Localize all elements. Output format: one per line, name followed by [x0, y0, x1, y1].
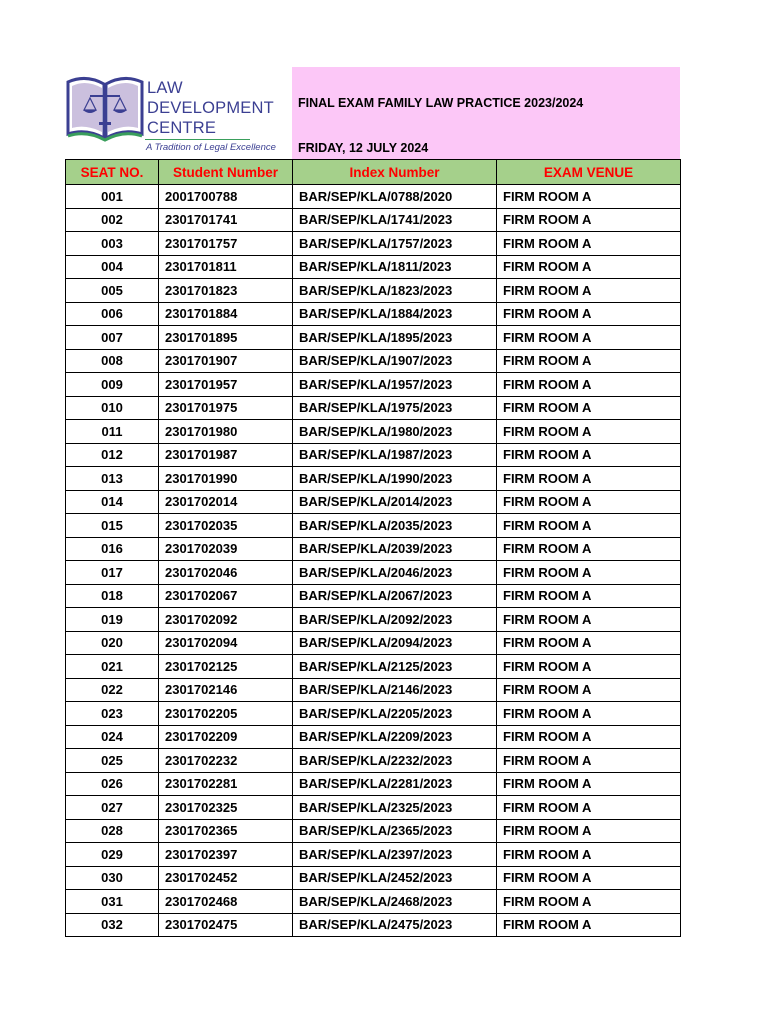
index-number-cell: BAR/SEP/KLA/1757/2023: [293, 232, 497, 256]
index-number-cell: BAR/SEP/KLA/2325/2023: [293, 796, 497, 820]
seat-number-cell: 018: [66, 584, 159, 608]
exam-venue-cell: FIRM ROOM A: [497, 913, 681, 937]
column-header-index-number: Index Number: [293, 160, 497, 185]
exam-venue-cell: FIRM ROOM A: [497, 279, 681, 303]
seat-number-cell: 023: [66, 702, 159, 726]
student-number-cell: 2301701907: [159, 349, 293, 373]
index-number-cell: BAR/SEP/KLA/2035/2023: [293, 514, 497, 538]
index-number-cell: BAR/SEP/KLA/2046/2023: [293, 561, 497, 585]
index-number-cell: BAR/SEP/KLA/0788/2020: [293, 185, 497, 209]
exam-venue-cell: FIRM ROOM A: [497, 302, 681, 326]
table-row: [66, 772, 681, 796]
table-row: [66, 326, 681, 350]
student-number-cell: 2301702397: [159, 843, 293, 867]
logo-line-2: DEVELOPMENT: [147, 99, 274, 117]
column-header-exam-venue: EXAM VENUE: [497, 160, 681, 185]
index-number-cell: BAR/SEP/KLA/2146/2023: [293, 678, 497, 702]
seat-number-cell: 008: [66, 349, 159, 373]
table-row: [66, 185, 681, 209]
student-number-cell: 2301701987: [159, 443, 293, 467]
seat-number-cell: 009: [66, 373, 159, 397]
exam-venue-cell: FIRM ROOM A: [497, 467, 681, 491]
exam-venue-cell: FIRM ROOM A: [497, 514, 681, 538]
table-row: [66, 490, 681, 514]
seat-number-cell: 028: [66, 819, 159, 843]
seat-number-cell: 022: [66, 678, 159, 702]
student-number-cell: 2301702452: [159, 866, 293, 890]
index-number-cell: BAR/SEP/KLA/2468/2023: [293, 890, 497, 914]
student-number-cell: 2301702014: [159, 490, 293, 514]
exam-venue-cell: FIRM ROOM A: [497, 819, 681, 843]
index-number-cell: BAR/SEP/KLA/2475/2023: [293, 913, 497, 937]
seat-number-cell: 016: [66, 537, 159, 561]
student-number-cell: 2301702146: [159, 678, 293, 702]
exam-venue-cell: FIRM ROOM A: [497, 396, 681, 420]
seat-number-cell: 006: [66, 302, 159, 326]
student-number-cell: 2301701895: [159, 326, 293, 350]
table-row: [66, 678, 681, 702]
exam-venue-cell: FIRM ROOM A: [497, 608, 681, 632]
student-number-cell: 2301702468: [159, 890, 293, 914]
scales-of-justice-book-icon: [66, 72, 144, 142]
exam-venue-cell: FIRM ROOM A: [497, 725, 681, 749]
index-number-cell: BAR/SEP/KLA/2232/2023: [293, 749, 497, 773]
student-number-cell: 2301701957: [159, 373, 293, 397]
table-header-row: [66, 160, 681, 185]
seat-number-cell: 025: [66, 749, 159, 773]
student-number-cell: 2301702094: [159, 631, 293, 655]
seat-number-cell: 031: [66, 890, 159, 914]
table-row: [66, 890, 681, 914]
exam-venue-cell: FIRM ROOM A: [497, 443, 681, 467]
student-number-cell: 2301701884: [159, 302, 293, 326]
seat-number-cell: 024: [66, 725, 159, 749]
seat-number-cell: 004: [66, 255, 159, 279]
exam-venue-cell: FIRM ROOM A: [497, 866, 681, 890]
index-number-cell: BAR/SEP/KLA/2039/2023: [293, 537, 497, 561]
exam-venue-cell: FIRM ROOM A: [497, 655, 681, 679]
logo-divider: [145, 139, 250, 140]
seat-number-cell: 007: [66, 326, 159, 350]
table-row: [66, 631, 681, 655]
column-header-student-number: Student Number: [159, 160, 293, 185]
seat-number-cell: 030: [66, 866, 159, 890]
logo-tagline: A Tradition of Legal Excellence: [146, 142, 276, 153]
logo-line-3: CENTRE: [147, 119, 217, 137]
exam-venue-cell: FIRM ROOM A: [497, 678, 681, 702]
index-number-cell: BAR/SEP/KLA/2281/2023: [293, 772, 497, 796]
student-number-cell: 2301701811: [159, 255, 293, 279]
exam-venue-cell: FIRM ROOM A: [497, 349, 681, 373]
table-row: [66, 608, 681, 632]
table-row: [66, 349, 681, 373]
exam-venue-cell: FIRM ROOM A: [497, 749, 681, 773]
student-number-cell: 2301702092: [159, 608, 293, 632]
table-row: [66, 537, 681, 561]
index-number-cell: BAR/SEP/KLA/2209/2023: [293, 725, 497, 749]
student-number-cell: 2301702046: [159, 561, 293, 585]
seat-number-cell: 032: [66, 913, 159, 937]
exam-venue-cell: FIRM ROOM A: [497, 772, 681, 796]
seat-number-cell: 011: [66, 420, 159, 444]
seat-number-cell: 003: [66, 232, 159, 256]
exam-venue-cell: FIRM ROOM A: [497, 208, 681, 232]
student-number-cell: 2301701823: [159, 279, 293, 303]
exam-venue-cell: FIRM ROOM A: [497, 631, 681, 655]
student-number-cell: 2301702232: [159, 749, 293, 773]
logo: [66, 72, 276, 156]
index-number-cell: BAR/SEP/KLA/1957/2023: [293, 373, 497, 397]
table-row: [66, 796, 681, 820]
logo-wordmark: [147, 78, 274, 138]
index-number-cell: BAR/SEP/KLA/2205/2023: [293, 702, 497, 726]
table-row: [66, 232, 681, 256]
index-number-cell: BAR/SEP/KLA/2365/2023: [293, 819, 497, 843]
index-number-cell: BAR/SEP/KLA/1987/2023: [293, 443, 497, 467]
seat-number-cell: 019: [66, 608, 159, 632]
seating-table: [65, 159, 681, 937]
seat-number-cell: 026: [66, 772, 159, 796]
exam-venue-cell: FIRM ROOM A: [497, 702, 681, 726]
index-number-cell: BAR/SEP/KLA/1741/2023: [293, 208, 497, 232]
student-number-cell: 2301702325: [159, 796, 293, 820]
exam-venue-cell: FIRM ROOM A: [497, 420, 681, 444]
table-row: [66, 913, 681, 937]
table-row: [66, 467, 681, 491]
seat-number-cell: 001: [66, 185, 159, 209]
student-number-cell: 2001700788: [159, 185, 293, 209]
seat-number-cell: 020: [66, 631, 159, 655]
index-number-cell: BAR/SEP/KLA/1980/2023: [293, 420, 497, 444]
index-number-cell: BAR/SEP/KLA/1990/2023: [293, 467, 497, 491]
seat-number-cell: 029: [66, 843, 159, 867]
student-number-cell: 2301702039: [159, 537, 293, 561]
table-row: [66, 396, 681, 420]
table-row: [66, 514, 681, 538]
student-number-cell: 2301702475: [159, 913, 293, 937]
table-row: [66, 702, 681, 726]
table-row: [66, 279, 681, 303]
exam-venue-cell: FIRM ROOM A: [497, 490, 681, 514]
seat-number-cell: 017: [66, 561, 159, 585]
student-number-cell: 2301702281: [159, 772, 293, 796]
seat-number-cell: 015: [66, 514, 159, 538]
index-number-cell: BAR/SEP/KLA/1811/2023: [293, 255, 497, 279]
table-row: [66, 584, 681, 608]
index-number-cell: BAR/SEP/KLA/1884/2023: [293, 302, 497, 326]
student-number-cell: 2301702035: [159, 514, 293, 538]
seat-number-cell: 013: [66, 467, 159, 491]
table-row: [66, 866, 681, 890]
exam-venue-cell: FIRM ROOM A: [497, 373, 681, 397]
index-number-cell: BAR/SEP/KLA/2094/2023: [293, 631, 497, 655]
exam-venue-cell: FIRM ROOM A: [497, 843, 681, 867]
exam-venue-cell: FIRM ROOM A: [497, 796, 681, 820]
seat-number-cell: 002: [66, 208, 159, 232]
student-number-cell: 2301702209: [159, 725, 293, 749]
student-number-cell: 2301701980: [159, 420, 293, 444]
student-number-cell: 2301702365: [159, 819, 293, 843]
table-row: [66, 843, 681, 867]
seat-number-cell: 010: [66, 396, 159, 420]
index-number-cell: BAR/SEP/KLA/1975/2023: [293, 396, 497, 420]
student-number-cell: 2301702067: [159, 584, 293, 608]
student-number-cell: 2301702205: [159, 702, 293, 726]
index-number-cell: BAR/SEP/KLA/2092/2023: [293, 608, 497, 632]
table-row: [66, 255, 681, 279]
seat-number-cell: 012: [66, 443, 159, 467]
index-number-cell: BAR/SEP/KLA/2014/2023: [293, 490, 497, 514]
index-number-cell: BAR/SEP/KLA/1823/2023: [293, 279, 497, 303]
index-number-cell: BAR/SEP/KLA/2125/2023: [293, 655, 497, 679]
table-row: [66, 561, 681, 585]
seat-number-cell: 014: [66, 490, 159, 514]
table-row: [66, 208, 681, 232]
table-row: [66, 373, 681, 397]
table-body: [66, 185, 681, 937]
student-number-cell: 2301701975: [159, 396, 293, 420]
exam-date: FRIDAY, 12 JULY 2024: [298, 141, 429, 155]
exam-venue-cell: FIRM ROOM A: [497, 561, 681, 585]
exam-venue-cell: FIRM ROOM A: [497, 537, 681, 561]
student-number-cell: 2301701757: [159, 232, 293, 256]
column-header-seat-no: SEAT NO.: [66, 160, 159, 185]
table-row: [66, 443, 681, 467]
table-row: [66, 749, 681, 773]
table-row: [66, 420, 681, 444]
index-number-cell: BAR/SEP/KLA/2067/2023: [293, 584, 497, 608]
index-number-cell: BAR/SEP/KLA/2397/2023: [293, 843, 497, 867]
exam-venue-cell: FIRM ROOM A: [497, 584, 681, 608]
exam-venue-cell: FIRM ROOM A: [497, 185, 681, 209]
seat-number-cell: 021: [66, 655, 159, 679]
student-number-cell: 2301702125: [159, 655, 293, 679]
index-number-cell: BAR/SEP/KLA/2452/2023: [293, 866, 497, 890]
seat-number-cell: 005: [66, 279, 159, 303]
table-row: [66, 302, 681, 326]
index-number-cell: BAR/SEP/KLA/1895/2023: [293, 326, 497, 350]
seat-number-cell: 027: [66, 796, 159, 820]
exam-venue-cell: FIRM ROOM A: [497, 890, 681, 914]
table-row: [66, 655, 681, 679]
exam-title: FINAL EXAM FAMILY LAW PRACTICE 2023/2024: [298, 96, 584, 110]
index-number-cell: BAR/SEP/KLA/1907/2023: [293, 349, 497, 373]
table-row: [66, 725, 681, 749]
exam-venue-cell: FIRM ROOM A: [497, 255, 681, 279]
table-row: [66, 819, 681, 843]
exam-venue-cell: FIRM ROOM A: [497, 232, 681, 256]
student-number-cell: 2301701990: [159, 467, 293, 491]
exam-venue-cell: FIRM ROOM A: [497, 326, 681, 350]
student-number-cell: 2301701741: [159, 208, 293, 232]
logo-line-1: LAW: [147, 79, 183, 97]
